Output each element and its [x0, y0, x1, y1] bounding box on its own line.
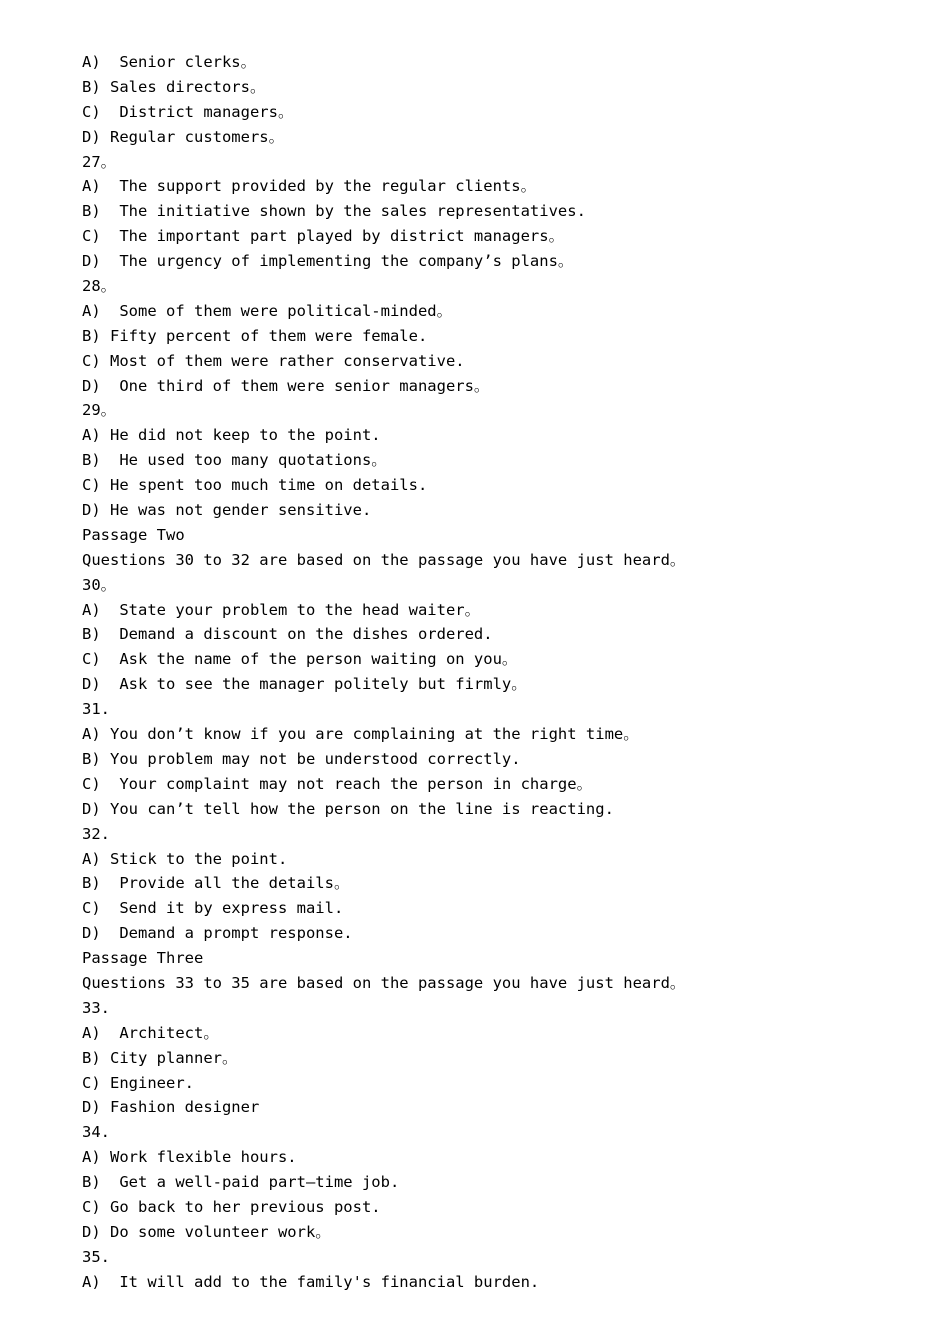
text-line: C) He spent too much time on details. — [82, 476, 428, 495]
text-line: A) Some of them were political-minded。 — [82, 301, 453, 320]
text-line: B) You problem may not be understood correctly. — [82, 749, 521, 768]
text-line: D) The urgency of implementing the company’s plans。 — [82, 252, 574, 271]
text-line: D) One third of them were senior managers。 — [82, 376, 490, 395]
text-line: C) The important part played by district managers。 — [82, 227, 565, 246]
passage-instructions: Questions 33 to 35 are based on the passage you have just heard。 — [82, 973, 686, 992]
document-page — [82, 50, 922, 1295]
text-line: B) Sales directors。 — [82, 77, 266, 96]
text-line: A) He did not keep to the point. — [82, 426, 381, 445]
question-number: 29。 — [82, 401, 117, 420]
passage-heading: Passage Three — [82, 949, 204, 968]
text-line: D) You can’t tell how the person on the line is reacting. — [82, 799, 614, 818]
text-line: D) Fashion designer — [82, 1098, 260, 1117]
text-line: A) State your problem to the head waiter。 — [82, 600, 481, 619]
text-line: C) District managers。 — [82, 102, 294, 121]
text-line: C) Send it by express mail. — [82, 899, 344, 918]
text-line: C) Ask the name of the person waiting on you。 — [82, 650, 518, 669]
text-line: B) The initiative shown by the sales representatives. — [82, 202, 586, 221]
question-number: 32. — [82, 824, 110, 843]
question-number: 31. — [82, 700, 110, 719]
passage-instructions: Questions 30 to 32 are based on the passage you have just heard。 — [82, 550, 686, 569]
text-line: B) Get a well-paid part—time job. — [82, 1173, 400, 1192]
text-line: B) Demand a discount on the dishes ordered. — [82, 625, 493, 644]
text-line: A) Work flexible hours. — [82, 1148, 297, 1167]
question-number: 30。 — [82, 575, 117, 594]
text-line: B) He used too many quotations。 — [82, 451, 387, 470]
text-line: A) The support provided by the regular clients。 — [82, 177, 537, 196]
text-line: A) Senior clerks。 — [82, 53, 257, 71]
text-line: A) Stick to the point. — [82, 849, 288, 868]
text-line: A) It will add to the family's financial burden. — [82, 1272, 540, 1291]
text-line: C) Engineer. — [82, 1073, 194, 1092]
text-line: B) City planner。 — [82, 1048, 238, 1067]
text-line: D) Do some volunteer work。 — [82, 1222, 331, 1241]
text-line: D) Ask to see the manager politely but firmly。 — [82, 675, 527, 694]
question-number: 28。 — [82, 277, 117, 296]
text-line: B) Fifty percent of them were female. — [82, 326, 428, 345]
question-number: 27。 — [82, 152, 117, 171]
text-line: D) He was not gender sensitive. — [82, 501, 372, 520]
text-line: C) Go back to her previous post. — [82, 1197, 381, 1216]
question-number: 35. — [82, 1247, 110, 1266]
passage-heading: Passage Two — [82, 525, 185, 544]
question-number: 33. — [82, 998, 110, 1017]
text-line: D) Regular customers。 — [82, 127, 285, 146]
text-line: D) Demand a prompt response. — [82, 924, 353, 943]
text-line: C) Your complaint may not reach the person in charge。 — [82, 774, 593, 793]
question-number: 34. — [82, 1123, 110, 1142]
text-line: A) You don’t know if you are complaining at the right time。 — [82, 725, 639, 744]
text-line: C) Most of them were rather conservative. — [82, 351, 465, 370]
text-line: A) Architect。 — [82, 1023, 219, 1042]
text-line: B) Provide all the details。 — [82, 874, 350, 893]
